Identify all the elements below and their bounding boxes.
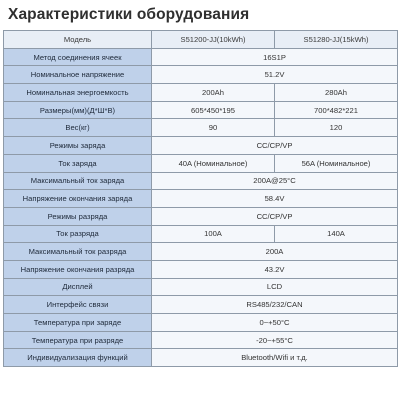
table-row — [4, 278, 398, 296]
page-title: Характеристики оборудования — [8, 6, 250, 23]
header-model-b: S51280-JJ(15kWh) — [275, 31, 398, 49]
row-label: Максимальный ток заряда — [4, 172, 152, 190]
row-value-b: 700*482*221 — [275, 101, 398, 119]
row-value-b: 120 — [275, 119, 398, 137]
row-label: Вес(кг) — [4, 119, 152, 137]
table-row — [4, 207, 398, 225]
row-value-a: 605*450*195 — [152, 101, 275, 119]
row-label: Режимы разряда — [4, 207, 152, 225]
row-label: Температура при заряде — [4, 314, 152, 332]
row-label: Интерфейс связи — [4, 296, 152, 314]
row-value-a: 200Ah — [152, 84, 275, 102]
row-label: Максимальный ток разряда — [4, 243, 152, 261]
row-value-a: 90 — [152, 119, 275, 137]
row-label: Режимы заряда — [4, 137, 152, 155]
table-row — [4, 48, 398, 66]
table-row — [4, 331, 398, 349]
row-value: 16S1P — [152, 48, 398, 66]
row-value-b: 280Ah — [275, 84, 398, 102]
row-value-a: 40A (Номинальное) — [152, 154, 275, 172]
table-row — [4, 101, 398, 119]
header-model-a: S51200-JJ(10kWh) — [152, 31, 275, 49]
row-label: Индивидуализация функций — [4, 349, 152, 367]
table-row — [4, 154, 398, 172]
specifications-table — [3, 30, 398, 367]
row-label: Дисплей — [4, 278, 152, 296]
table-row — [4, 119, 398, 137]
row-value: 43.2V — [152, 260, 398, 278]
row-value: CC/CP/VP — [152, 137, 398, 155]
row-value-a: 100A — [152, 225, 275, 243]
table-row — [4, 66, 398, 84]
row-label: Метод соединения ячеек — [4, 48, 152, 66]
row-label: Размеры(мм)(Д*Ш*В) — [4, 101, 152, 119]
row-value: -20~+55°C — [152, 331, 398, 349]
table-row — [4, 137, 398, 155]
table-row — [4, 296, 398, 314]
header-model-label: Модель — [4, 31, 152, 49]
row-value: RS485/232/CAN — [152, 296, 398, 314]
row-value: 0~+50°C — [152, 314, 398, 332]
table-row — [4, 172, 398, 190]
table-row — [4, 84, 398, 102]
row-label: Номинальная энергоемкость — [4, 84, 152, 102]
table-row — [4, 225, 398, 243]
row-label: Напряжение окончания заряда — [4, 190, 152, 208]
row-value: Bluetooth/Wifi и т.д. — [152, 349, 398, 367]
row-label: Ток разряда — [4, 225, 152, 243]
row-value-b: 56A (Номинальное) — [275, 154, 398, 172]
row-value: LCD — [152, 278, 398, 296]
row-label: Температура при разряде — [4, 331, 152, 349]
row-value: 58.4V — [152, 190, 398, 208]
table-row — [4, 314, 398, 332]
row-value-b: 140A — [275, 225, 398, 243]
table-header-row — [4, 31, 398, 49]
row-label: Ток заряда — [4, 154, 152, 172]
row-label: Номинальное напряжение — [4, 66, 152, 84]
table-row — [4, 349, 398, 367]
row-label: Напряжение окончания разряда — [4, 260, 152, 278]
table-row — [4, 260, 398, 278]
table-row — [4, 243, 398, 261]
row-value: 200A — [152, 243, 398, 261]
row-value: 200A@25°C — [152, 172, 398, 190]
row-value: 51.2V — [152, 66, 398, 84]
table-row — [4, 190, 398, 208]
row-value: CC/CP/VP — [152, 207, 398, 225]
